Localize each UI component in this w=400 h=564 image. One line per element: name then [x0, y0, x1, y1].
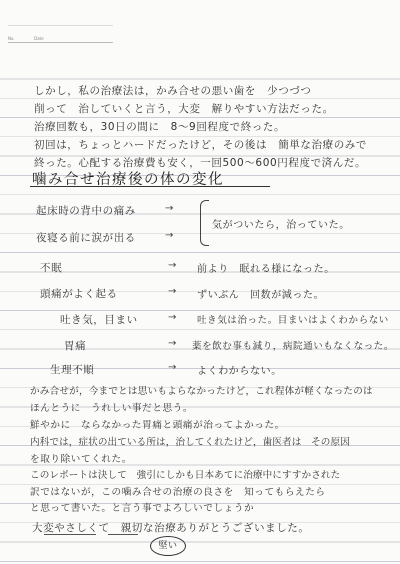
arrow-icon: →	[168, 286, 177, 297]
paragraph2-line: を取り除いてくれた。	[30, 454, 132, 465]
date-label: Date	[34, 36, 44, 41]
result-item: 吐き気は治った。目まいはよくわからない	[197, 315, 389, 326]
arrow-icon: →	[165, 230, 174, 241]
heading-underline	[30, 186, 270, 187]
paragraph1-line: 削って 治していくと言う，大変 解りやすい方法だった。	[34, 103, 334, 115]
symptom-item: 夜寝る前に涙が出る	[36, 232, 136, 244]
symptom-item: 不眠	[40, 262, 63, 274]
paragraph1-line: しかし，私の治療法は，かみ合せの悪い歯を 少つづつ	[34, 85, 312, 97]
paragraph2-line: かみ合せが，今までとは思いもよらなかったけど，これ程体が軽くなったのは	[30, 386, 373, 397]
section-heading: 噛み合せ治療後の体の変化	[32, 172, 224, 188]
symptom-item: 胃痛	[64, 340, 87, 352]
arrow-icon: →	[168, 338, 177, 349]
arrow-icon: →	[165, 203, 174, 214]
paragraph2-line: と思って書いた。と言う事でよろしいでしょうか	[30, 503, 255, 514]
result-item: よくわからない。	[197, 366, 282, 377]
arrow-icon: →	[168, 312, 177, 323]
wavy-underline	[108, 534, 138, 535]
arrow-icon: →	[168, 362, 177, 373]
brace-result: 気がついたら，治っていた。	[212, 220, 350, 231]
paragraph2-line: 訳ではないが，この噛み合せの治療の良さを 知ってもらえたら	[30, 487, 326, 498]
result-item: ずいぶん 回数が減った。	[197, 290, 325, 301]
arrow-icon: →	[168, 260, 177, 271]
paragraph2-line: ほんとうに うれしい事だと思う。	[30, 403, 194, 414]
symptom-item: 頭痛がよく起る	[40, 288, 118, 300]
paragraph2-line: このレポートは決して 強引にしかも日本あてに治療中にすすかされた	[30, 470, 341, 481]
paragraph1-line: 初回は，ちょっとハードだったけど，その後は 簡単な治療のみで	[34, 139, 367, 151]
paragraph2-line: 鮮やかに ならなかった胃痛と頭痛が治ってよかった。	[30, 420, 285, 431]
symptom-item: 生理不順	[50, 364, 95, 376]
signature-circle	[150, 536, 186, 556]
paragraph1-line: 治療回数も，30日の間に 8〜9回程度で終った。	[34, 121, 286, 133]
signature-text: 堅い	[158, 541, 178, 551]
paragraph2-line: 大変やさしくて 親切な治療ありがとうございました。	[32, 522, 310, 534]
result-item: 前より 眠れる様になった。	[197, 264, 335, 275]
result-item: 薬を飲む事も減り，病院通いもなくなった。	[192, 341, 395, 352]
paragraph2-line: 内科では，症状の出ている所は，治してくれたけど，歯医者は その原因	[30, 437, 350, 448]
grouping-brace	[200, 200, 209, 246]
paragraph1-line: 終った。心配する治療費も安く，一回500〜600円程度で済んだ。	[34, 157, 367, 169]
symptom-item: 起床時の背中の痛み	[36, 205, 136, 217]
symptom-item: 吐き気，目まい	[60, 314, 138, 326]
wavy-underline	[44, 534, 96, 535]
no-label: No.	[8, 36, 15, 41]
